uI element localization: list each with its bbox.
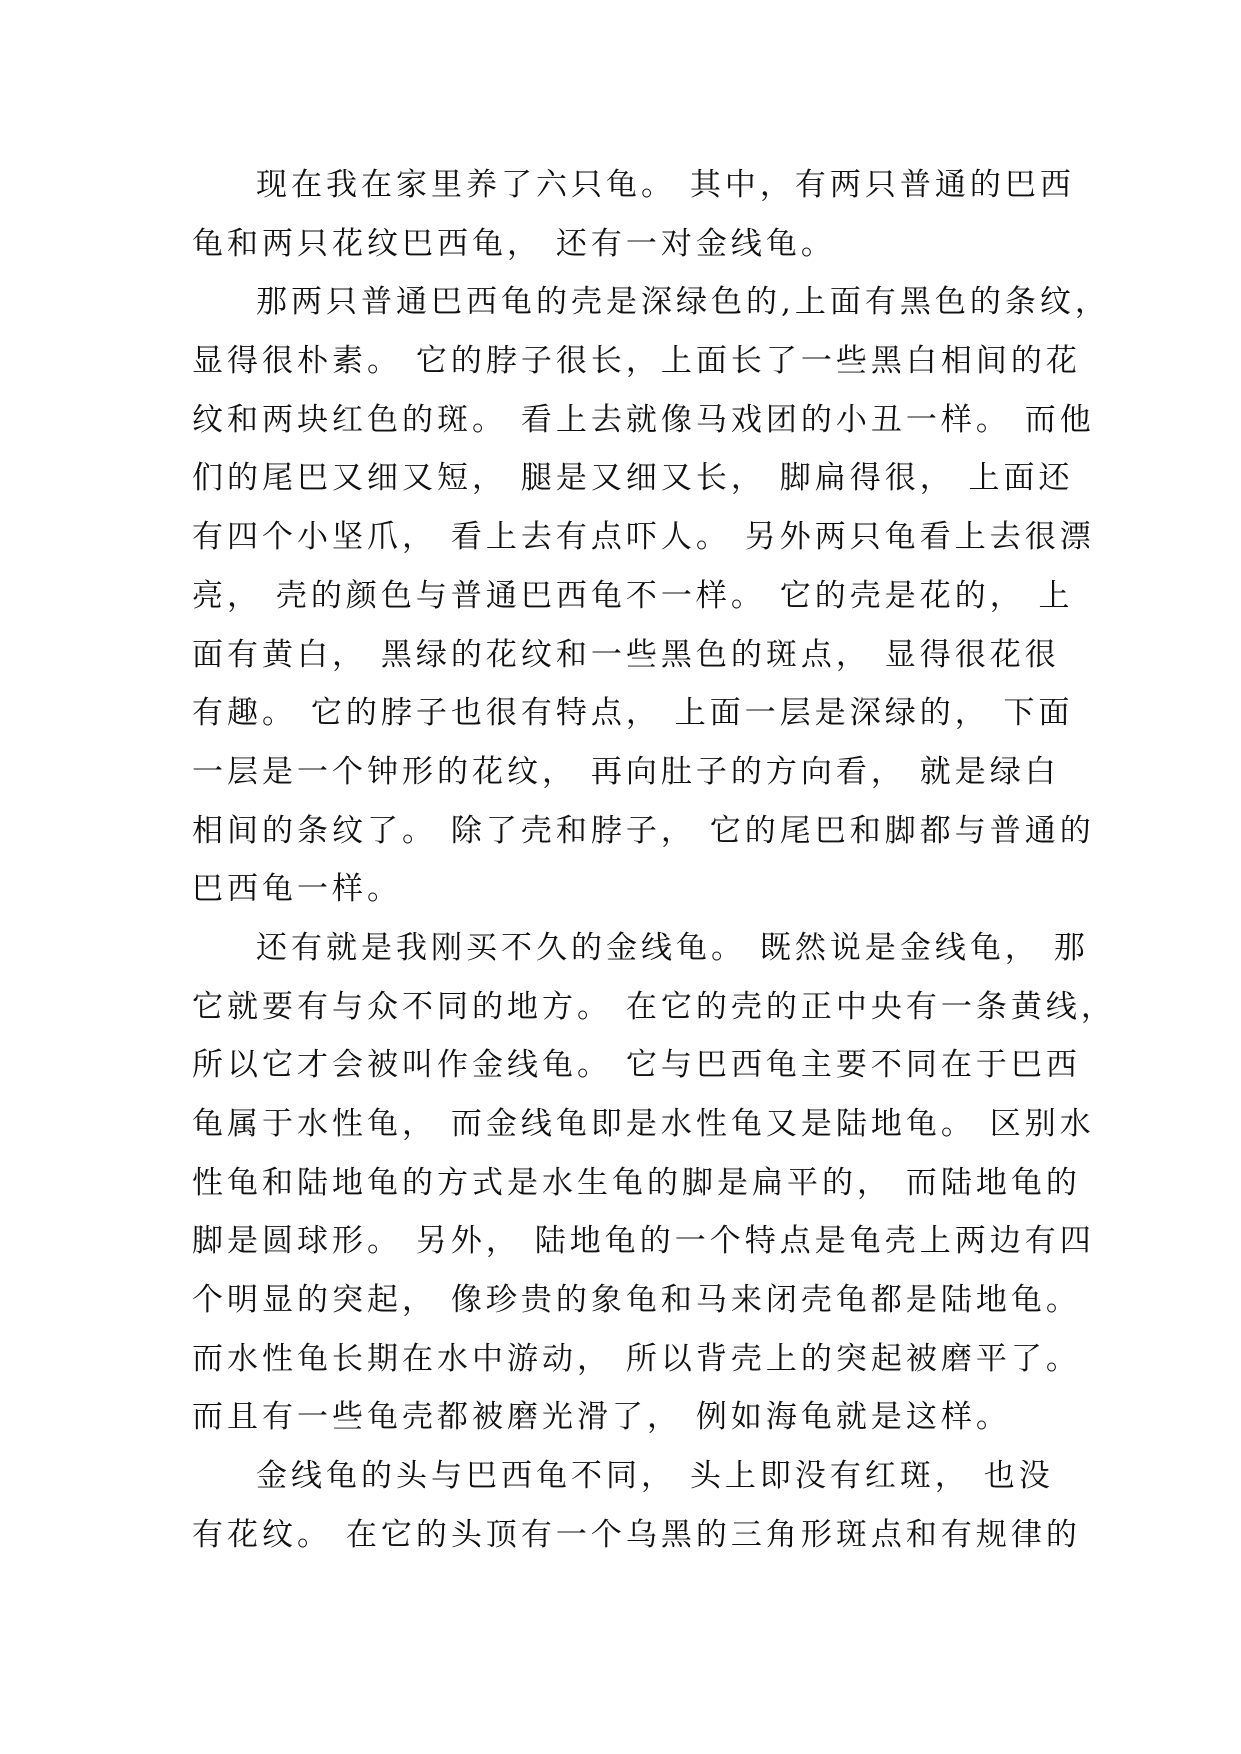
text-line: 金线龟的头与巴西龟不同， 头上即没有红斑， 也没 — [256, 1458, 1054, 1495]
text-line: 它就要有与众不同的地方。 在它的壳的正中央有一条黄线， — [192, 988, 1116, 1025]
text-line: 有四个小坚爪， 看上去有点吓人。 另外两只龟看上去很漂 — [192, 519, 1095, 556]
text-line: 还有就是我刚买不久的金线龟。 既然说是金线龟， 那 — [256, 929, 1089, 966]
text-line: 脚是圆球形。 另外， 陆地龟的一个特点是龟壳上两边有四 — [192, 1223, 1095, 1260]
text-line: 纹和两块红色的斑。 看上去就像马戏团的小丑一样。 而他 — [192, 401, 1095, 438]
text-line: 性龟和陆地龟的方式是水生龟的脚是扁平的， 而陆地龟的 — [192, 1164, 1081, 1201]
text-line: 有趣。 它的脖子也很有特点， 上面一层是深绿的， 下面 — [192, 695, 1074, 732]
text-line: 们的尾巴又细又短， 腿是又细又长， 脚扁得很， 上面还 — [192, 460, 1074, 497]
text-line: 那两只普通巴西龟的壳是深绿色的,上面有黑色的条纹， — [256, 284, 1110, 321]
text-line: 显得很朴素。 它的脖子很长，上面长了一些黑白相间的花 — [192, 343, 1081, 380]
text-line: 所以它才会被叫作金线龟。 它与巴西龟主要不同在于巴西 — [192, 1047, 1081, 1084]
text-line: 现在我在家里养了六只龟。 其中，有两只普通的巴西 — [256, 167, 1075, 203]
text-line: 一层是一个钟形的花纹， 再向肚子的方向看， 就是绿白 — [192, 753, 1060, 790]
document-body — [192, 156, 1116, 1565]
text-line: 有花纹。 在它的头顶有一个乌黑的三角形斑点和有规律的 — [192, 1516, 1081, 1553]
text-line: 龟属于水性龟， 而金线龟即是水性龟又是陆地龟。 区别水 — [192, 1106, 1095, 1142]
text-line: 巴西龟一样。 — [192, 871, 402, 908]
text-line: 相间的条纹了。 除了壳和脖子， 它的尾巴和脚都与普通的 — [192, 812, 1095, 849]
text-line: 而且有一些龟壳都被磨光滑了， 例如海龟就是这样。 — [192, 1399, 1011, 1436]
text-line: 面有黄白， 黑绿的花纹和一些黑色的斑点， 显得很花很 — [192, 636, 1060, 673]
text-line: 个明显的突起， 像珍贵的象龟和马来闭壳龟都是陆地龟。 — [192, 1282, 1081, 1319]
text-line: 亮， 壳的颜色与普通巴西龟不一样。 它的壳是花的， 上 — [192, 577, 1074, 614]
text-line: 而水性龟长期在水中游动， 所以背壳上的突起被磨平了。 — [192, 1340, 1081, 1377]
text-line: 龟和两只花纹巴西龟， 还有一对金线龟。 — [192, 225, 836, 262]
